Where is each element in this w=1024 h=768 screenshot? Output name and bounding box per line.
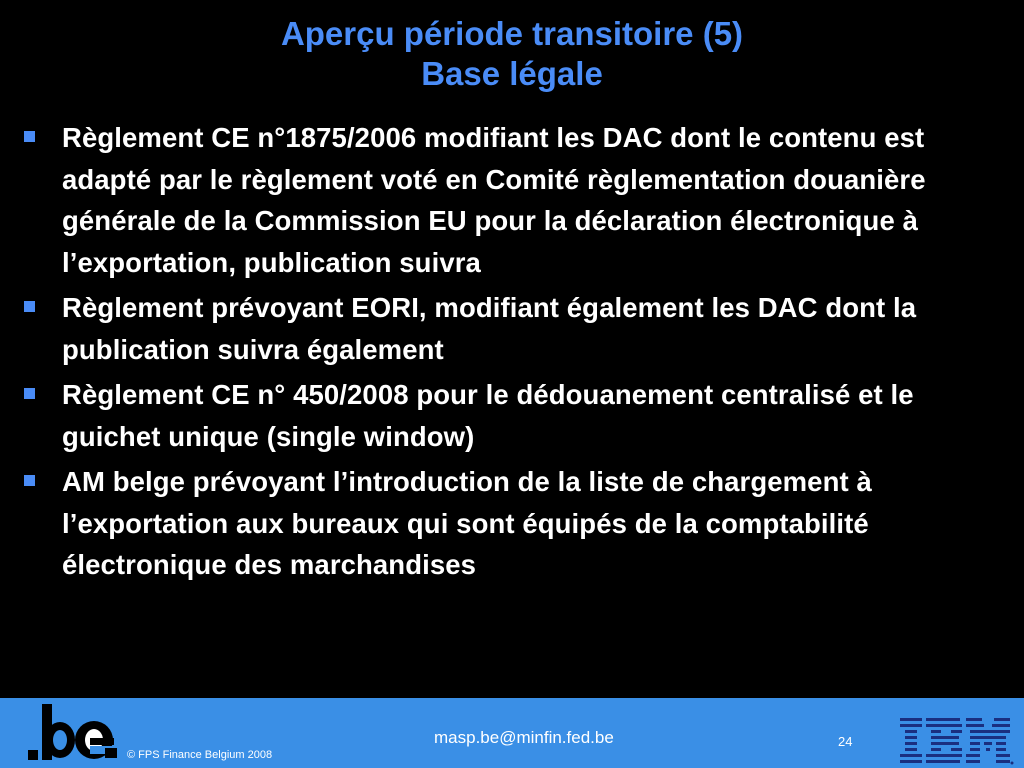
bullet-item xyxy=(22,287,1012,370)
page-number: 24 xyxy=(838,734,853,749)
contact-email: masp.be@minfin.fed.be xyxy=(434,728,614,747)
square-bullet-icon xyxy=(24,475,35,486)
bullet-item xyxy=(22,117,1012,283)
square-bullet-icon xyxy=(24,301,35,312)
bullet-text: Règlement prévoyant EORI, modifiant également les DAC dont la publication suivra également xyxy=(62,292,917,365)
ibm-logo-icon xyxy=(896,716,1014,766)
copyright-text: © FPS Finance Belgium 2008 xyxy=(127,749,273,761)
slide-title xyxy=(0,14,1024,94)
bullet-item xyxy=(22,461,1012,586)
bullet-item xyxy=(22,374,1012,457)
be-logo-icon xyxy=(28,700,120,768)
square-bullet-icon xyxy=(24,131,35,142)
bullet-text: AM belge prévoyant l’introduction de la liste de chargement à l’exportation aux bureaux qui sont équipés de la comptabilité électronique des marchandises xyxy=(62,466,872,580)
slide-title-line-2: Base légale xyxy=(421,55,603,92)
slide-title-line-1: Aperçu période transitoire (5) xyxy=(280,15,744,52)
bullet-text: Règlement CE n°1875/2006 modifiant les DAC dont le contenu est adapté par le règlement voté en Comité règlementation douanière générale de la Commission EU pour la déclaration électronique à l’exportation, publication suivra xyxy=(62,122,926,278)
bullet-list xyxy=(22,117,1012,590)
square-bullet-icon xyxy=(24,388,35,399)
bullet-text: Règlement CE n° 450/2008 pour le dédouanement centralisé et le guichet unique (single window) xyxy=(62,379,914,452)
